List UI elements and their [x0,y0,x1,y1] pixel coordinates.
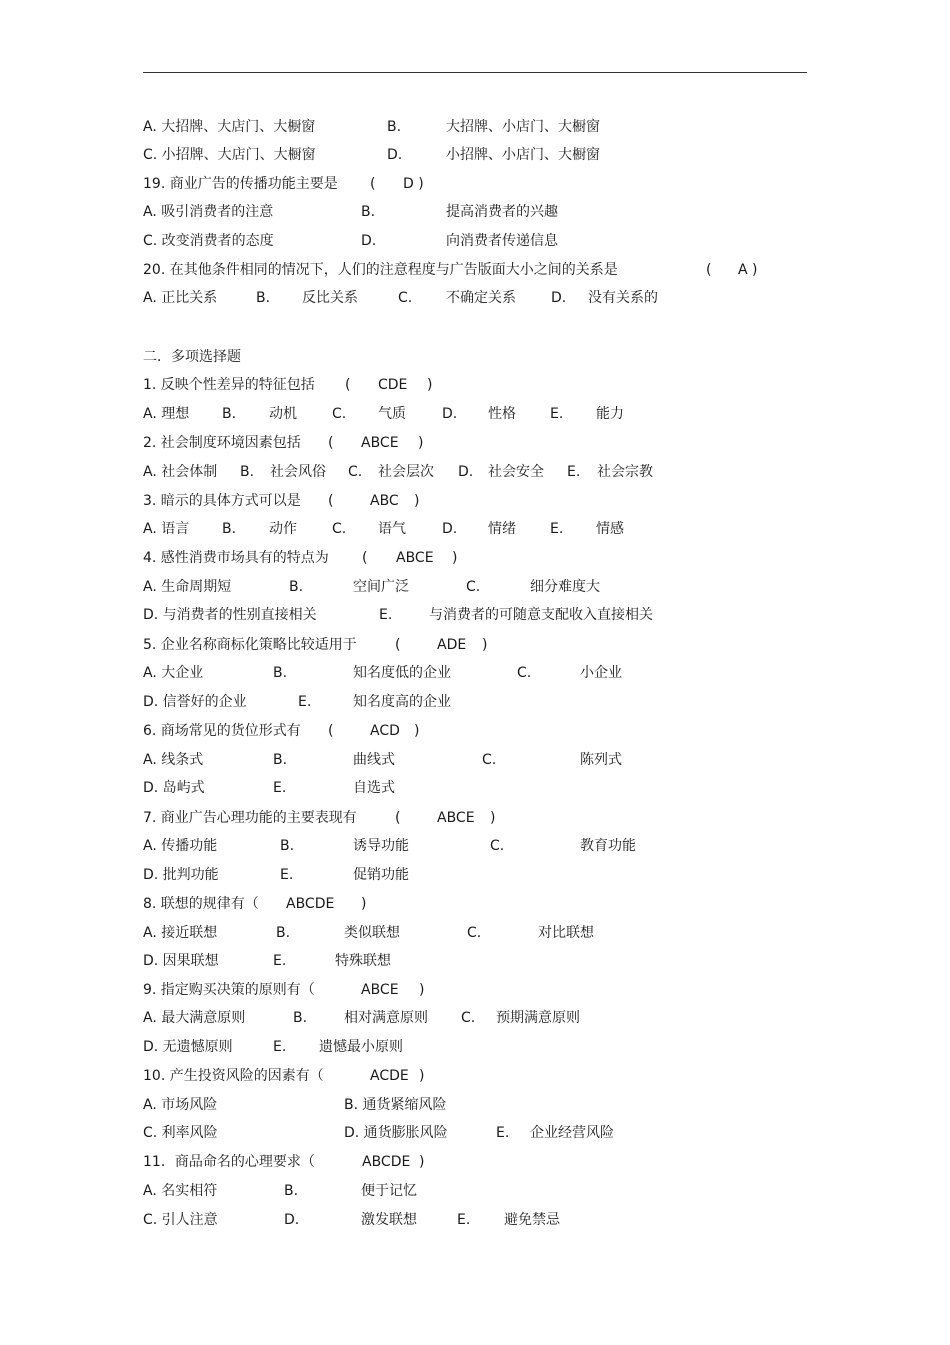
line-segment: D. [284,1212,300,1228]
line-segment: C. [467,925,482,941]
line-segment: B. [280,838,295,854]
line-segment: 细分难度大 [530,579,600,595]
line-text: 6. 商场常见的货位形式有 [143,723,301,739]
line-text: 3. 暗示的具体方式可以是 [143,493,301,509]
line-segment: ) [419,1068,425,1084]
line-segment: B. [222,521,237,537]
line-segment: 大招牌、小店门、大橱窗 [446,119,600,135]
line-segment: 反比关系 [302,290,358,306]
line-segment: ) [452,550,458,566]
line-segment: 对比联想 [538,925,594,941]
line-segment: 社会宗教 [597,464,653,480]
line-segment: ABCE [437,810,475,826]
line-segment: ABCDE [362,1154,411,1170]
line-segment: 语气 [378,521,406,537]
line-segment: E. [457,1212,471,1228]
line-text: 20. 在其他条件相同的情况下，人们的注意程度与广告版面大小之间的关系是 [143,262,618,278]
line-segment: ( [370,176,376,192]
line-text: D. 与消费者的性别直接相关 [143,607,317,623]
line-segment: 向消费者传递信息 [446,233,558,249]
line-segment: 避免禁忌 [504,1212,560,1228]
line-segment: C. [490,838,505,854]
line-segment: 陈列式 [580,752,622,768]
line-text: A. 最大满意原则 [143,1010,246,1026]
line-segment: 不确定关系 [446,290,516,306]
line-segment: E. [298,694,312,710]
line-segment: ) [414,493,420,509]
line-segment: 动作 [269,521,297,537]
line-text: D. 因果联想 [143,953,219,969]
line-segment: 空间广泛 [353,579,409,595]
line-text: 7. 商业广告心理功能的主要表现有 [143,810,357,826]
line-segment: 特殊联想 [335,953,391,969]
line-segment: B. [273,665,288,681]
line-segment: D. 通货膨胀风险 [344,1125,448,1141]
line-text: A. 大企业 [143,665,204,681]
line-segment: A ) [738,262,758,278]
line-segment: 促销功能 [353,867,409,883]
line-segment: ) [414,723,420,739]
line-segment: B. [273,752,288,768]
line-text: A. 传播功能 [143,838,218,854]
line-text: A. 正比关系 [143,290,218,306]
line-segment: B. [293,1010,308,1026]
line-segment: 提高消费者的兴趣 [446,204,558,220]
line-segment: B. [284,1183,299,1199]
line-segment: ACD [370,723,400,739]
line-segment: D ) [403,176,424,192]
line-segment: ( [362,550,368,566]
line-text: 1. 反映个性差异的特征包括 [143,377,315,393]
line-text: 5. 企业名称商标化策略比较适用于 [143,637,357,653]
line-segment: B. [276,925,291,941]
line-text: C. 小招牌、大店门、大橱窗 [143,147,316,163]
line-segment: C. [332,406,347,422]
line-text: 19. 商业广告的传播功能主要是 [143,176,338,192]
line-text: A. 理想 [143,406,190,422]
line-segment: 教育功能 [580,838,636,854]
line-segment: 诱导功能 [353,838,409,854]
line-segment: ( [345,377,351,393]
line-segment: B. [361,204,376,220]
line-segment: E. [550,521,564,537]
line-segment: C. [517,665,532,681]
line-segment: 自选式 [353,780,395,796]
line-segment: 小招牌、小店门、大橱窗 [446,147,600,163]
line-segment: 知名度高的企业 [353,694,451,710]
line-segment: 气质 [378,406,406,422]
line-segment: E. [273,953,287,969]
line-segment: 情感 [596,521,624,537]
line-segment: ) [361,896,367,912]
line-segment: C. [348,464,363,480]
line-text: 11．商品命名的心理要求（ [143,1154,315,1170]
line-segment: ADE [437,637,467,653]
line-segment: B. [222,406,237,422]
line-text: D. 信誉好的企业 [143,694,247,710]
line-text: A. 吸引消费者的注意 [143,204,274,220]
line-segment: B. [289,579,304,595]
line-segment: ) [490,810,496,826]
line-segment: 企业经营风险 [530,1125,614,1141]
line-segment: D. [387,147,403,163]
line-segment: ) [419,1154,425,1170]
line-segment: ) [427,377,433,393]
line-segment: 情绪 [488,521,516,537]
line-segment: 没有关系的 [588,290,658,306]
line-text: A. 市场风险 [143,1097,218,1113]
line-text: A. 社会体制 [143,464,218,480]
line-segment: 曲线式 [353,752,395,768]
line-segment: E. [550,406,564,422]
line-segment: 能力 [596,406,624,422]
line-segment: B. [240,464,255,480]
line-segment: E. [273,780,287,796]
line-text: A. 生命周期短 [143,579,232,595]
line-segment: 小企业 [580,665,622,681]
line-segment: D. [442,406,458,422]
line-segment: ) [482,637,488,653]
line-text: C. 引人注意 [143,1212,218,1228]
header-rule [143,72,807,73]
line-text: 4. 感性消费市场具有的特点为 [143,550,329,566]
line-text: 9. 指定购买决策的原则有（ [143,982,315,998]
line-segment: 激发联想 [361,1212,417,1228]
line-segment: C. [332,521,347,537]
line-segment: ABCDE [286,896,335,912]
line-segment: 动机 [269,406,297,422]
line-segment: D. [458,464,474,480]
line-segment: B. [387,119,402,135]
line-segment: 性格 [488,406,516,422]
line-segment: ) [419,982,425,998]
line-text: A. 线条式 [143,752,204,768]
line-text: C. 改变消费者的态度 [143,233,274,249]
line-segment: 类似联想 [344,925,400,941]
line-segment: ABCE [361,982,399,998]
line-segment: ABCE [396,550,434,566]
line-text: A. 名实相符 [143,1183,218,1199]
line-segment: B. [256,290,271,306]
line-segment: C. [466,579,481,595]
line-segment: E. [496,1125,510,1141]
line-segment: ( [328,723,334,739]
line-segment: 社会层次 [378,464,434,480]
line-text: 2. 社会制度环境因素包括 [143,435,301,451]
line-segment: 社会风俗 [270,464,326,480]
line-segment: E. [273,1039,287,1055]
line-text: D. 无遗憾原则 [143,1039,233,1055]
line-segment: 社会安全 [488,464,544,480]
line-segment: 便于记忆 [361,1183,417,1199]
line-segment: 与消费者的可随意支配收入直接相关 [429,607,653,623]
line-segment: 相对满意原则 [344,1010,428,1026]
line-segment: CDE [378,377,408,393]
line-segment: 预期满意原则 [496,1010,580,1026]
line-segment: E. [567,464,581,480]
line-text: 二．多项选择题 [143,349,241,365]
line-text: A. 大招牌、大店门、大橱窗 [143,119,316,135]
line-segment: 知名度低的企业 [353,665,451,681]
line-segment: D. [361,233,377,249]
line-segment: B. 通货紧缩风险 [344,1097,447,1113]
line-segment: C. [398,290,413,306]
line-segment: ( [706,262,712,278]
line-text: D. 批判功能 [143,867,219,883]
line-text: A. 接近联想 [143,925,218,941]
line-segment: ABCE [361,435,399,451]
line-segment: C. [482,752,497,768]
line-segment: ( [328,435,334,451]
line-segment: E. [379,607,393,623]
line-text: C. 利率风险 [143,1125,218,1141]
line-segment: ( [328,493,334,509]
line-segment: ) [418,435,424,451]
line-segment: ( [395,810,401,826]
line-segment: ( [395,637,401,653]
line-segment: ACDE [370,1068,409,1084]
line-segment: D. [551,290,567,306]
line-segment: C. [461,1010,476,1026]
line-segment: ABC [370,493,399,509]
line-text: 8. 联想的规律有（ [143,896,259,912]
line-segment: D. [442,521,458,537]
line-text: A. 语言 [143,521,190,537]
line-segment: E. [280,867,294,883]
line-segment: 遗憾最小原则 [319,1039,403,1055]
line-text: 10. 产生投资风险的因素有（ [143,1068,324,1084]
line-text: D. 岛屿式 [143,780,205,796]
